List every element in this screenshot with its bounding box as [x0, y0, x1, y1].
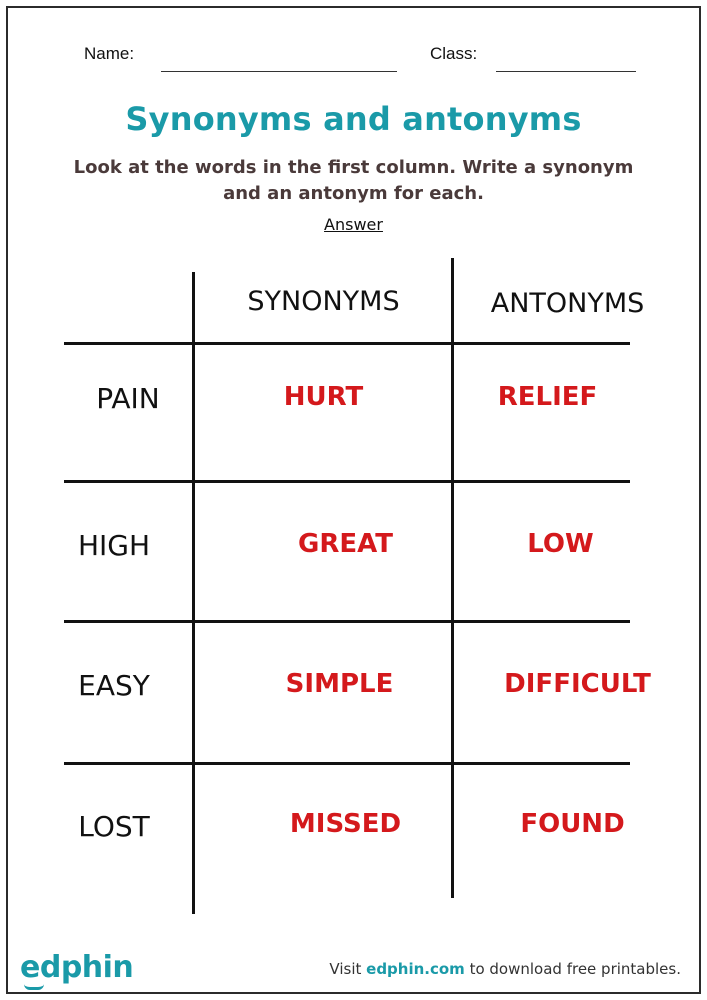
footer-site-link[interactable]: edphin.com — [366, 960, 465, 978]
header-synonyms: SYNONYMS — [247, 286, 400, 317]
synonym-cell: HURT — [283, 382, 364, 412]
name-label: Name: — [84, 44, 135, 63]
footer-visit-suffix: to download free printables. — [464, 960, 681, 978]
logo-swoosh-icon — [24, 984, 44, 990]
name-field-line[interactable] — [161, 71, 397, 72]
edphin-logo: edphin — [20, 950, 134, 985]
table-divider-horizontal-3 — [64, 620, 630, 623]
antonym-cell: DIFFICULT — [504, 669, 651, 699]
class-field-line[interactable] — [496, 71, 636, 72]
synonym-cell: GREAT — [298, 529, 393, 559]
answer-label: Answer — [324, 215, 383, 234]
header-antonyms: ANTONYMS — [490, 288, 645, 319]
table-divider-horizontal-4 — [64, 762, 630, 765]
synonym-cell: SIMPLE — [285, 669, 394, 699]
word-cell: LOST — [78, 810, 150, 843]
footer-visit-prefix: Visit — [329, 960, 367, 978]
word-cell: PAIN — [96, 382, 160, 415]
word-cell: HIGH — [77, 529, 151, 562]
footer-text — [329, 960, 681, 978]
table-divider-vertical-1 — [192, 272, 195, 914]
synonym-cell: MISSED — [289, 809, 402, 839]
table-divider-horizontal-2 — [64, 480, 630, 483]
worksheet-title: Synonyms and antonyms — [125, 100, 582, 138]
class-label: Class: — [430, 44, 478, 63]
instructions: Look at the words in the first column. Write a synonym and an antonym for each. — [73, 157, 634, 204]
antonym-cell: RELIEF — [497, 382, 598, 412]
table-divider-vertical-2 — [451, 258, 454, 898]
antonym-cell: FOUND — [520, 809, 625, 839]
antonym-cell: LOW — [527, 529, 594, 559]
table-divider-horizontal-1 — [64, 342, 630, 345]
word-cell: EASY — [78, 669, 150, 702]
